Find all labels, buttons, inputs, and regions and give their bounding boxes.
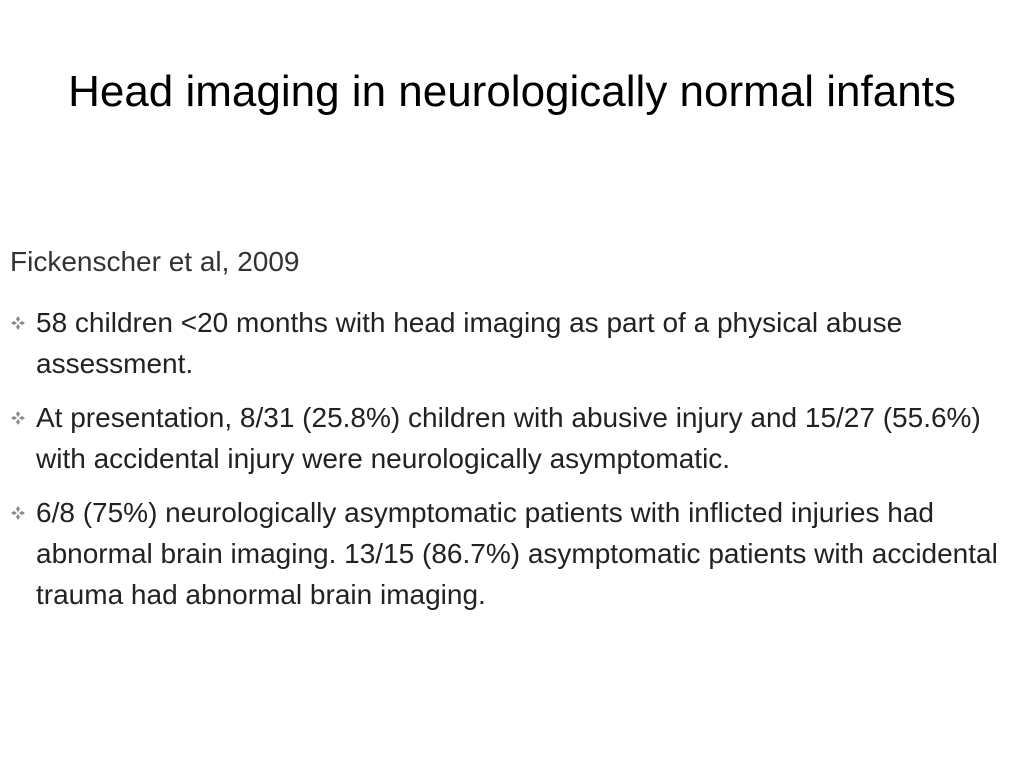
- bullet-item: [10, 302, 1000, 384]
- slide-title: Head imaging in neurologically normal infants: [68, 67, 956, 116]
- bullet-text: 58 children <20 months with head imaging as part of a physical abuse assessment.: [36, 307, 903, 379]
- bullet-text: 6/8 (75%) neurologically asymptomatic patients with inflicted injuries had abnormal brain imaging. 13/15 (86.7%) asymptomatic patients with accidental trauma had abnormal brain imaging.: [36, 497, 998, 610]
- bullet-text: At presentation, 8/31 (25.8%) children with abusive injury and 15/27 (55.6%) with accidental injury were neurologically asymptomatic.: [36, 402, 981, 474]
- bullet-list: [10, 302, 1000, 628]
- bullet-item: [10, 397, 1000, 479]
- bullet-item: [10, 492, 1000, 615]
- diamond-bullet-icon: [11, 506, 25, 520]
- diamond-bullet-icon: [11, 411, 25, 425]
- citation-subtitle: Fickenscher et al, 2009: [10, 246, 300, 277]
- diamond-bullet-icon: [11, 316, 25, 330]
